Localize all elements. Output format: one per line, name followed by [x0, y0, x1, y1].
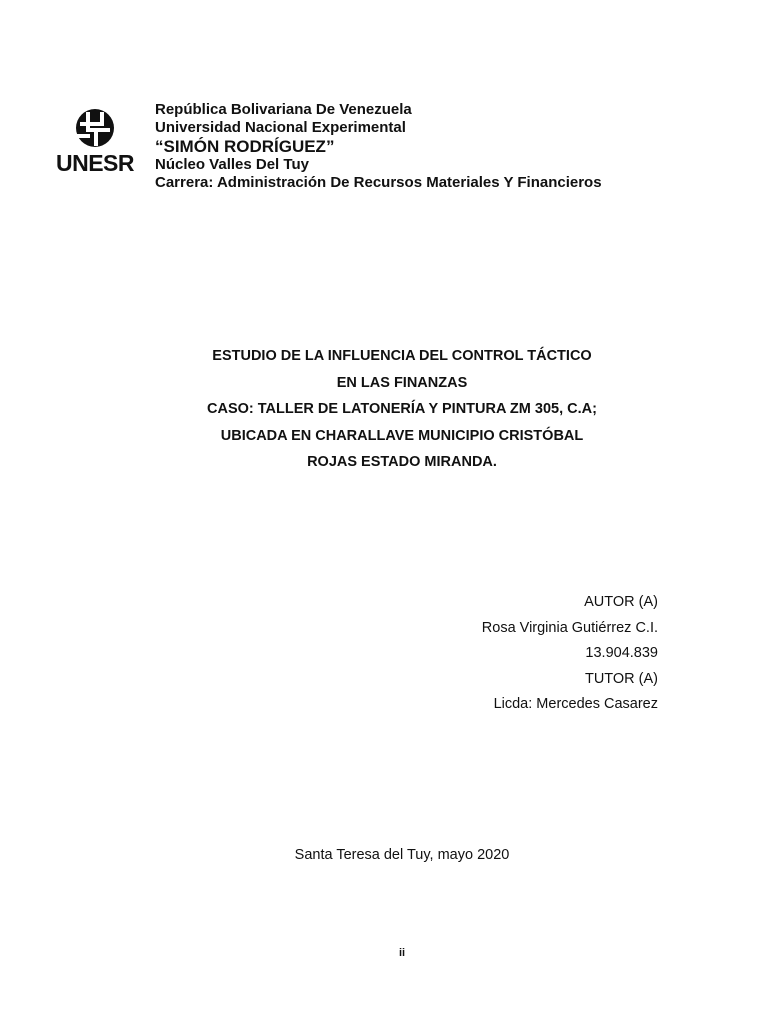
author-block [482, 590, 658, 718]
institution-header [155, 101, 602, 192]
logo-text: UNESR [56, 150, 135, 176]
author-label: AUTOR (A) [584, 594, 658, 610]
header-line-university: Universidad Nacional Experimental [155, 119, 406, 136]
author-name: Rosa Virginia Gutiérrez C.I. [481, 619, 658, 636]
header-line-campus: Núcleo Valles Del Tuy [155, 156, 309, 173]
document-title [0, 343, 768, 476]
author-id: 13.904.839 [585, 645, 658, 661]
header-line-career: Carrera: Administración De Recursos Materiales Y Financieros [155, 174, 602, 191]
title-line: CASO: TALLER DE LATONERÍA Y PINTURA ZM 305, C.A; [207, 401, 597, 417]
title-line: EN LAS FINANZAS [336, 374, 468, 391]
header-line-university-name: “SIMÓN RODRÍGUEZ” [155, 137, 335, 156]
title-line: ESTUDIO DE LA INFLUENCIA DEL CONTROL TÁCTICO [212, 348, 592, 364]
tutor-label: TUTOR (A) [584, 670, 658, 687]
title-line: UBICADA EN CHARALLAVE MUNICIPIO CRISTÓBAL [220, 427, 584, 444]
place-date: Santa Teresa del Tuy, mayo 2020 [294, 847, 510, 863]
unesr-emblem-icon [72, 108, 118, 148]
unesr-logo [52, 104, 140, 178]
header-line-country: República Bolivariana De Venezuela [155, 101, 412, 118]
page-number: ii [398, 947, 406, 959]
title-line: ROJAS ESTADO MIRANDA. [307, 454, 497, 470]
tutor-name: Licda: Mercedes Casarez [493, 696, 658, 712]
